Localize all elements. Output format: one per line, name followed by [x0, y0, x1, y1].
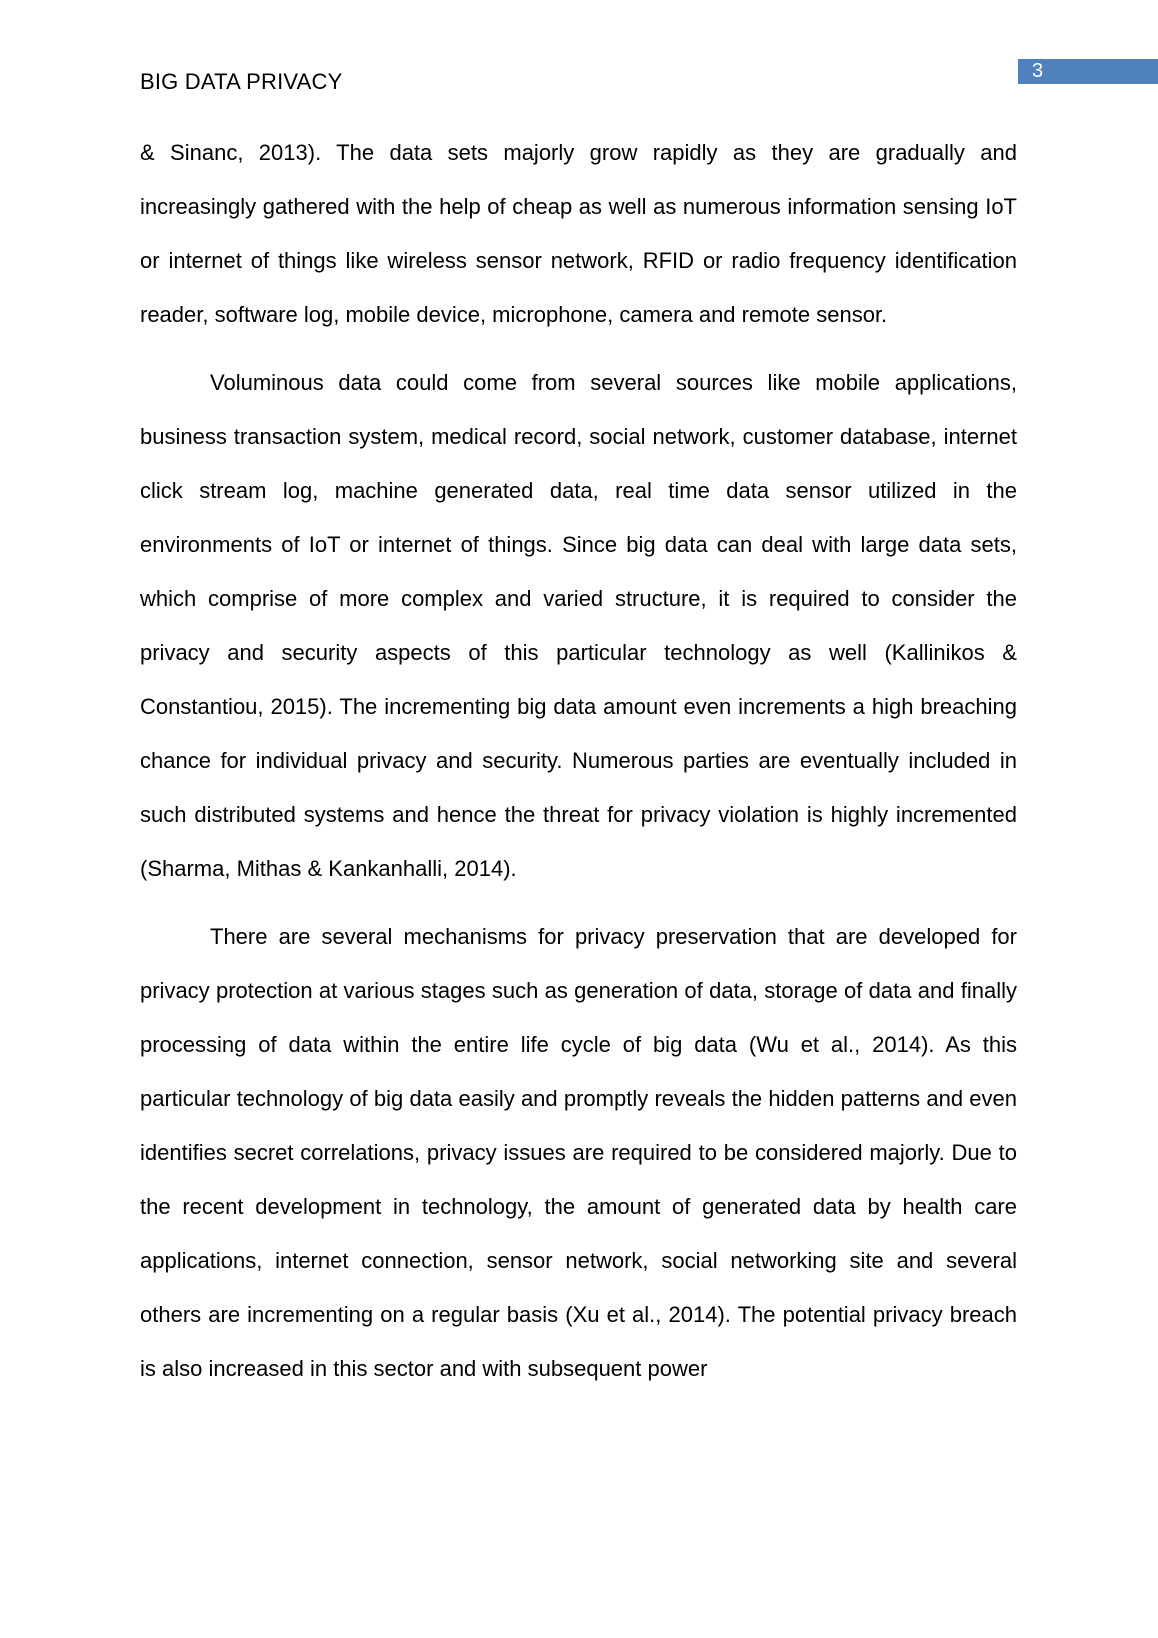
- paragraph-3: There are several mechanisms for privacy preservation that are developed for privacy protection at various stages such as generation of data, storage of data and finally processing of data within the entire life cycle of big data (Wu et al., 2014). As this particular technology of big data easily and promptly reveals the hidden patterns and even identifies secret correlations, privacy issues are required to be considered majorly. Due to the recent development in technology, the amount of generated data by health care applications, internet connection, sensor network, social networking site and several others are incrementing on a regular basis (Xu et al., 2014). The potential privacy breach is also increased in this sector and with subsequent power: [140, 924, 1017, 1381]
- document-body: [140, 126, 1017, 1410]
- paragraph-2: Voluminous data could come from several sources like mobile applications, business transaction system, medical record, social network, customer database, internet click stream log, machine generated data, real time data sensor utilized in the environments of IoT or internet of things. Since big data can deal with large data sets, which comprise of more complex and varied structure, it is required to consider the privacy and security aspects of this particular technology as well (Kallinikos & Constantiou, 2015). The incrementing big data amount even increments a high breaching chance for individual privacy and security. Numerous parties are eventually included in such distributed systems and hence the threat for privacy violation is highly incremented (Sharma, Mithas & Kankanhalli, 2014).: [140, 370, 1017, 881]
- page-number: 3: [1032, 60, 1044, 82]
- running-head: BIG DATA PRIVACY: [140, 69, 343, 94]
- paragraph-1: & Sinanc, 2013). The data sets majorly grow rapidly as they are gradually and increasingly gathered with the help of cheap as well as numerous information sensing IoT or internet of things like wireless sensor network, RFID or radio frequency identification reader, software log, mobile device, microphone, camera and remote sensor.: [140, 140, 1017, 327]
